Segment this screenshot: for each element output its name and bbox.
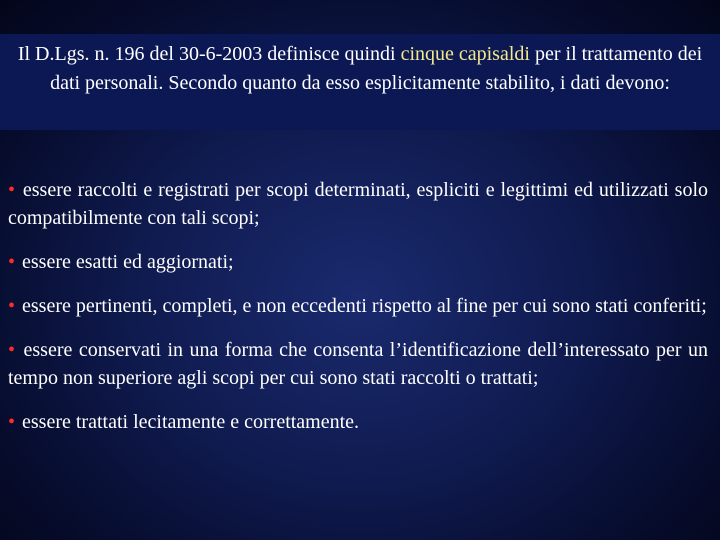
bullet-list: [8, 176, 708, 452]
intro-text-before: Il D.Lgs. n. 196 del 30-6-2003 definisce quindi: [17, 43, 401, 65]
bullet-icon: •: [8, 295, 16, 317]
list-item-text: essere conservati in una forma che consenta l’identificazione dell’interessato per un tempo non superiore agli scopi per cui sono stati raccolti o trattati;: [8, 339, 709, 389]
list-item-text: essere esatti ed aggiornati;: [22, 251, 234, 273]
list-item: [8, 248, 708, 276]
list-item-text: essere trattati lecitamente e correttamente.: [22, 411, 360, 433]
list-item: [8, 336, 708, 392]
intro-paragraph: [10, 40, 710, 98]
intro-highlight: cinque capisaldi: [400, 43, 530, 65]
list-item: [8, 408, 708, 436]
list-item: [8, 292, 708, 320]
list-item-text: essere raccolti e registrati per scopi determinati, espliciti e legittimi ed utilizzati solo compatibilmente con tali scopi;: [8, 179, 709, 229]
bullet-icon: •: [8, 179, 16, 201]
list-item-text: essere pertinenti, completi, e non eccedenti rispetto al fine per cui sono stati conferiti;: [22, 295, 707, 317]
intro-text-after: per il trattamento dei dati personali. Secondo quanto da esso esplicitamente stabilito, i dati devono:: [50, 43, 703, 94]
bullet-icon: •: [8, 339, 16, 361]
bullet-icon: •: [8, 411, 16, 433]
bullet-icon: •: [8, 251, 16, 273]
list-item: [8, 176, 708, 232]
